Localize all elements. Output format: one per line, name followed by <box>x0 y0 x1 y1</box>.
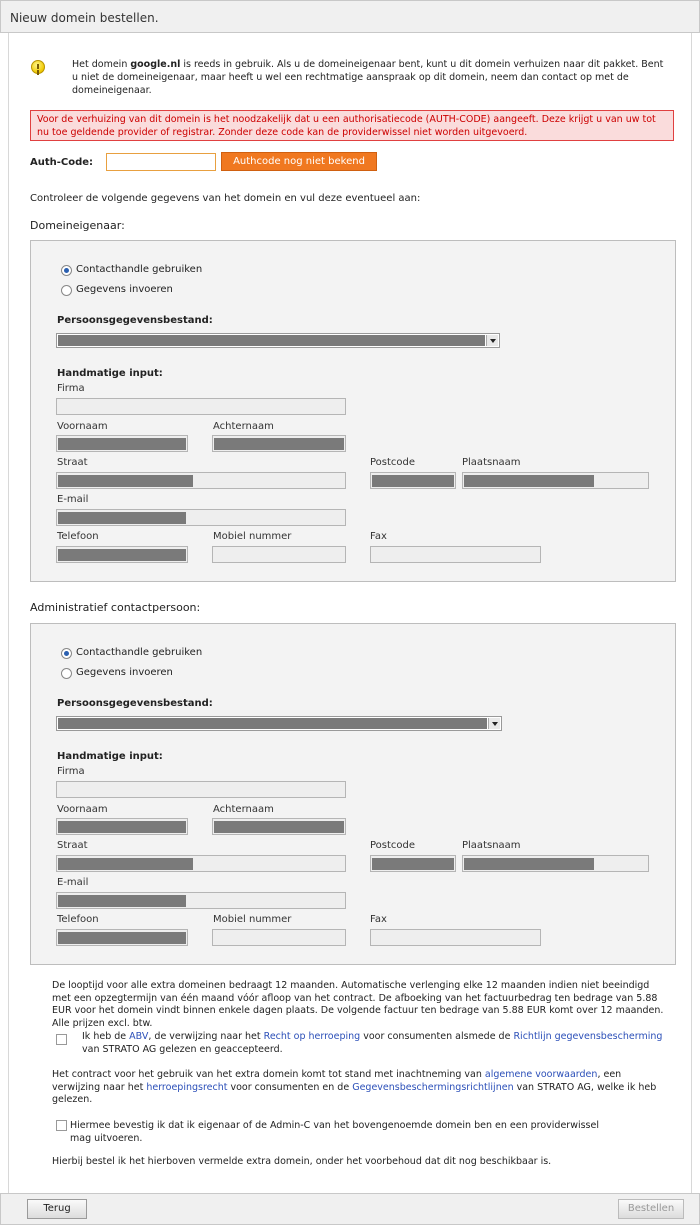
authcode-unknown-button[interactable]: Authcode nog niet bekend <box>221 152 377 171</box>
owner-radio-contact-label: Contacthandle gebruiken <box>76 264 203 275</box>
owner-radio-manual[interactable] <box>61 285 72 296</box>
admin-achternaam-label: Achternaam <box>213 804 274 815</box>
accept-abv-checkbox[interactable] <box>56 1034 67 1045</box>
owner-plaatsnaam-label: Plaatsnaam <box>462 457 521 468</box>
section-title-owner: Domeineigenaar: <box>30 219 125 232</box>
owner-achternaam-input[interactable] <box>212 435 346 452</box>
admin-postcode-label: Postcode <box>370 840 416 851</box>
admin-voornaam-label: Voornaam <box>57 804 108 815</box>
owner-file-select[interactable] <box>56 333 500 348</box>
auth-code-error: Voor de verhuizing van dit domein is het noodzakelijk dat u een authorisatiecode (AUTH-CODE) aangeeft. Deze krijgt u van uw tot nu toe geldende provider of registrar. Zonder deze code kan de providerwissel niet worden uitgevoerd. <box>30 110 674 141</box>
admin-radio-contact-label: Contacthandle gebruiken <box>76 647 203 658</box>
owner-manual-label: Handmatige input: <box>57 368 163 379</box>
chevron-down-icon <box>486 335 498 346</box>
confirm-owner-checkbox[interactable] <box>56 1120 67 1131</box>
domain-name: google.nl <box>130 59 181 70</box>
confirm-owner-text: Hiermee bevestig ik dat ik eigenaar of de Admin-C van het bovengenoemde domein ben en een providerwissel mag uitvoeren. <box>70 1120 599 1144</box>
admin-email-input[interactable] <box>56 892 346 909</box>
admin-radio-contact[interactable] <box>61 648 72 659</box>
window-titlebar <box>0 0 700 33</box>
admin-panel <box>30 623 676 965</box>
back-button[interactable]: Terug <box>27 1199 87 1219</box>
admin-firma-label: Firma <box>57 766 85 777</box>
admin-manual-label: Handmatige input: <box>57 751 163 762</box>
richtlijn-gegevensbescherming-link[interactable]: Richtlijn gegevensbescherming <box>513 1031 663 1042</box>
owner-mobiel-input[interactable] <box>212 546 346 563</box>
admin-postcode-input[interactable] <box>370 855 456 872</box>
owner-postcode-input[interactable] <box>370 472 456 489</box>
admin-file-label: Persoonsgegevensbestand: <box>57 698 213 709</box>
gegevensbeschermingsrichtlijnen-link[interactable]: Gegevensbeschermingsrichtlijnen <box>352 1081 514 1093</box>
domain-in-use-notice: Het domein google.nl is reeds in gebruik. Als u de domeineigenaar bent, kunt u dit domein verhuizen naar dit pakket. Bent u niet de domeineigenaar, maar heeft u wel een rechtmatige aanspraak op dit domein, neem dan contact op met de domeineigenaar. <box>72 59 664 96</box>
owner-firma-input[interactable] <box>56 398 346 415</box>
order-statement-text: Hierbij bestel ik het hierboven vermelde extra domein, onder het voorbehoud dat dit nog beschikbaar is. <box>52 1156 552 1167</box>
admin-firma-input[interactable] <box>56 781 346 798</box>
owner-straat-input[interactable] <box>56 472 346 489</box>
contract-text: Het contract voor het gebruik van het extra domein komt tot stand met inachtneming van algemene voorwaarden, een verwijzing naar het herroepingsrecht voor consumenten en de Gegevensbeschermingsrichtlijnen van STRATO AG, welke ik heb gelezen. <box>52 1069 657 1105</box>
admin-email-label: E-mail <box>57 877 89 888</box>
owner-email-input[interactable] <box>56 509 346 526</box>
admin-straat-input[interactable] <box>56 855 346 872</box>
dialog-footer <box>0 1193 700 1225</box>
owner-voornaam-input[interactable] <box>56 435 188 452</box>
admin-radio-manual[interactable] <box>61 668 72 679</box>
admin-telefoon-input[interactable] <box>56 929 188 946</box>
owner-fax-input[interactable] <box>370 546 541 563</box>
window-title: Nieuw domein bestellen. <box>10 11 159 25</box>
admin-voornaam-input[interactable] <box>56 818 188 835</box>
admin-plaatsnaam-label: Plaatsnaam <box>462 840 521 851</box>
admin-telefoon-label: Telefoon <box>57 914 99 925</box>
admin-mobiel-label: Mobiel nummer <box>213 914 292 925</box>
auth-code-label: Auth-Code: <box>30 157 94 168</box>
admin-radio-manual-label: Gegevens invoeren <box>76 667 173 678</box>
terms-duration-text: De looptijd voor alle extra domeinen bedraagt 12 maanden. Automatische verlenging elke 12 maanden indien niet beeindigd met een opzegtermijn van één maand vóór afloop van het contract. De afboeking van het factuurbedrag ten bedrage van 5.88 EUR voor het domein vindt binnen enkele dagen plaats. De volgende factuur ten bedrage van 5.88 EUR komt over 12 maanden. Alle prijzen excl. btw. <box>52 980 664 1029</box>
herroepingsrecht-link[interactable]: herroepingsrecht <box>146 1081 228 1093</box>
admin-file-select[interactable] <box>56 716 502 731</box>
warning-icon <box>31 60 45 74</box>
chevron-down-icon <box>488 718 500 729</box>
owner-email-label: E-mail <box>57 494 89 505</box>
admin-achternaam-input[interactable] <box>212 818 346 835</box>
admin-fax-input[interactable] <box>370 929 541 946</box>
owner-mobiel-label: Mobiel nummer <box>213 531 292 542</box>
abv-link[interactable]: ABV <box>129 1031 149 1042</box>
algemene-voorwaarden-link[interactable]: algemene voorwaarden <box>484 1069 598 1080</box>
owner-radio-manual-label: Gegevens invoeren <box>76 284 173 295</box>
accept-abv-text: Ik heb de ABV, de verwijzing naar het Recht op herroeping voor consumenten alsmede de Richtlijn gegevensbescherming van STRATO AG gelezen en geaccepteerd. <box>82 1031 663 1055</box>
owner-panel <box>30 240 676 582</box>
owner-firma-label: Firma <box>57 383 85 394</box>
owner-fax-label: Fax <box>370 531 387 542</box>
intro-text: Controleer de volgende gegevens van het domein en vul deze eventueel aan: <box>30 193 421 204</box>
owner-telefoon-label: Telefoon <box>57 531 99 542</box>
admin-fax-label: Fax <box>370 914 387 925</box>
auth-code-input[interactable] <box>106 153 216 171</box>
section-title-admin: Administratief contactpersoon: <box>30 601 201 614</box>
admin-straat-label: Straat <box>57 840 88 851</box>
owner-postcode-label: Postcode <box>370 457 416 468</box>
admin-mobiel-input[interactable] <box>212 929 346 946</box>
owner-file-label: Persoonsgegevensbestand: <box>57 315 213 326</box>
owner-straat-label: Straat <box>57 457 88 468</box>
owner-radio-contact[interactable] <box>61 265 72 276</box>
owner-achternaam-label: Achternaam <box>213 421 274 432</box>
owner-telefoon-input[interactable] <box>56 546 188 563</box>
owner-plaatsnaam-input[interactable] <box>462 472 649 489</box>
order-button[interactable]: Bestellen <box>618 1199 684 1219</box>
recht-op-herroeping-link[interactable]: Recht op herroeping <box>263 1031 361 1042</box>
admin-plaatsnaam-input[interactable] <box>462 855 649 872</box>
owner-voornaam-label: Voornaam <box>57 421 108 432</box>
